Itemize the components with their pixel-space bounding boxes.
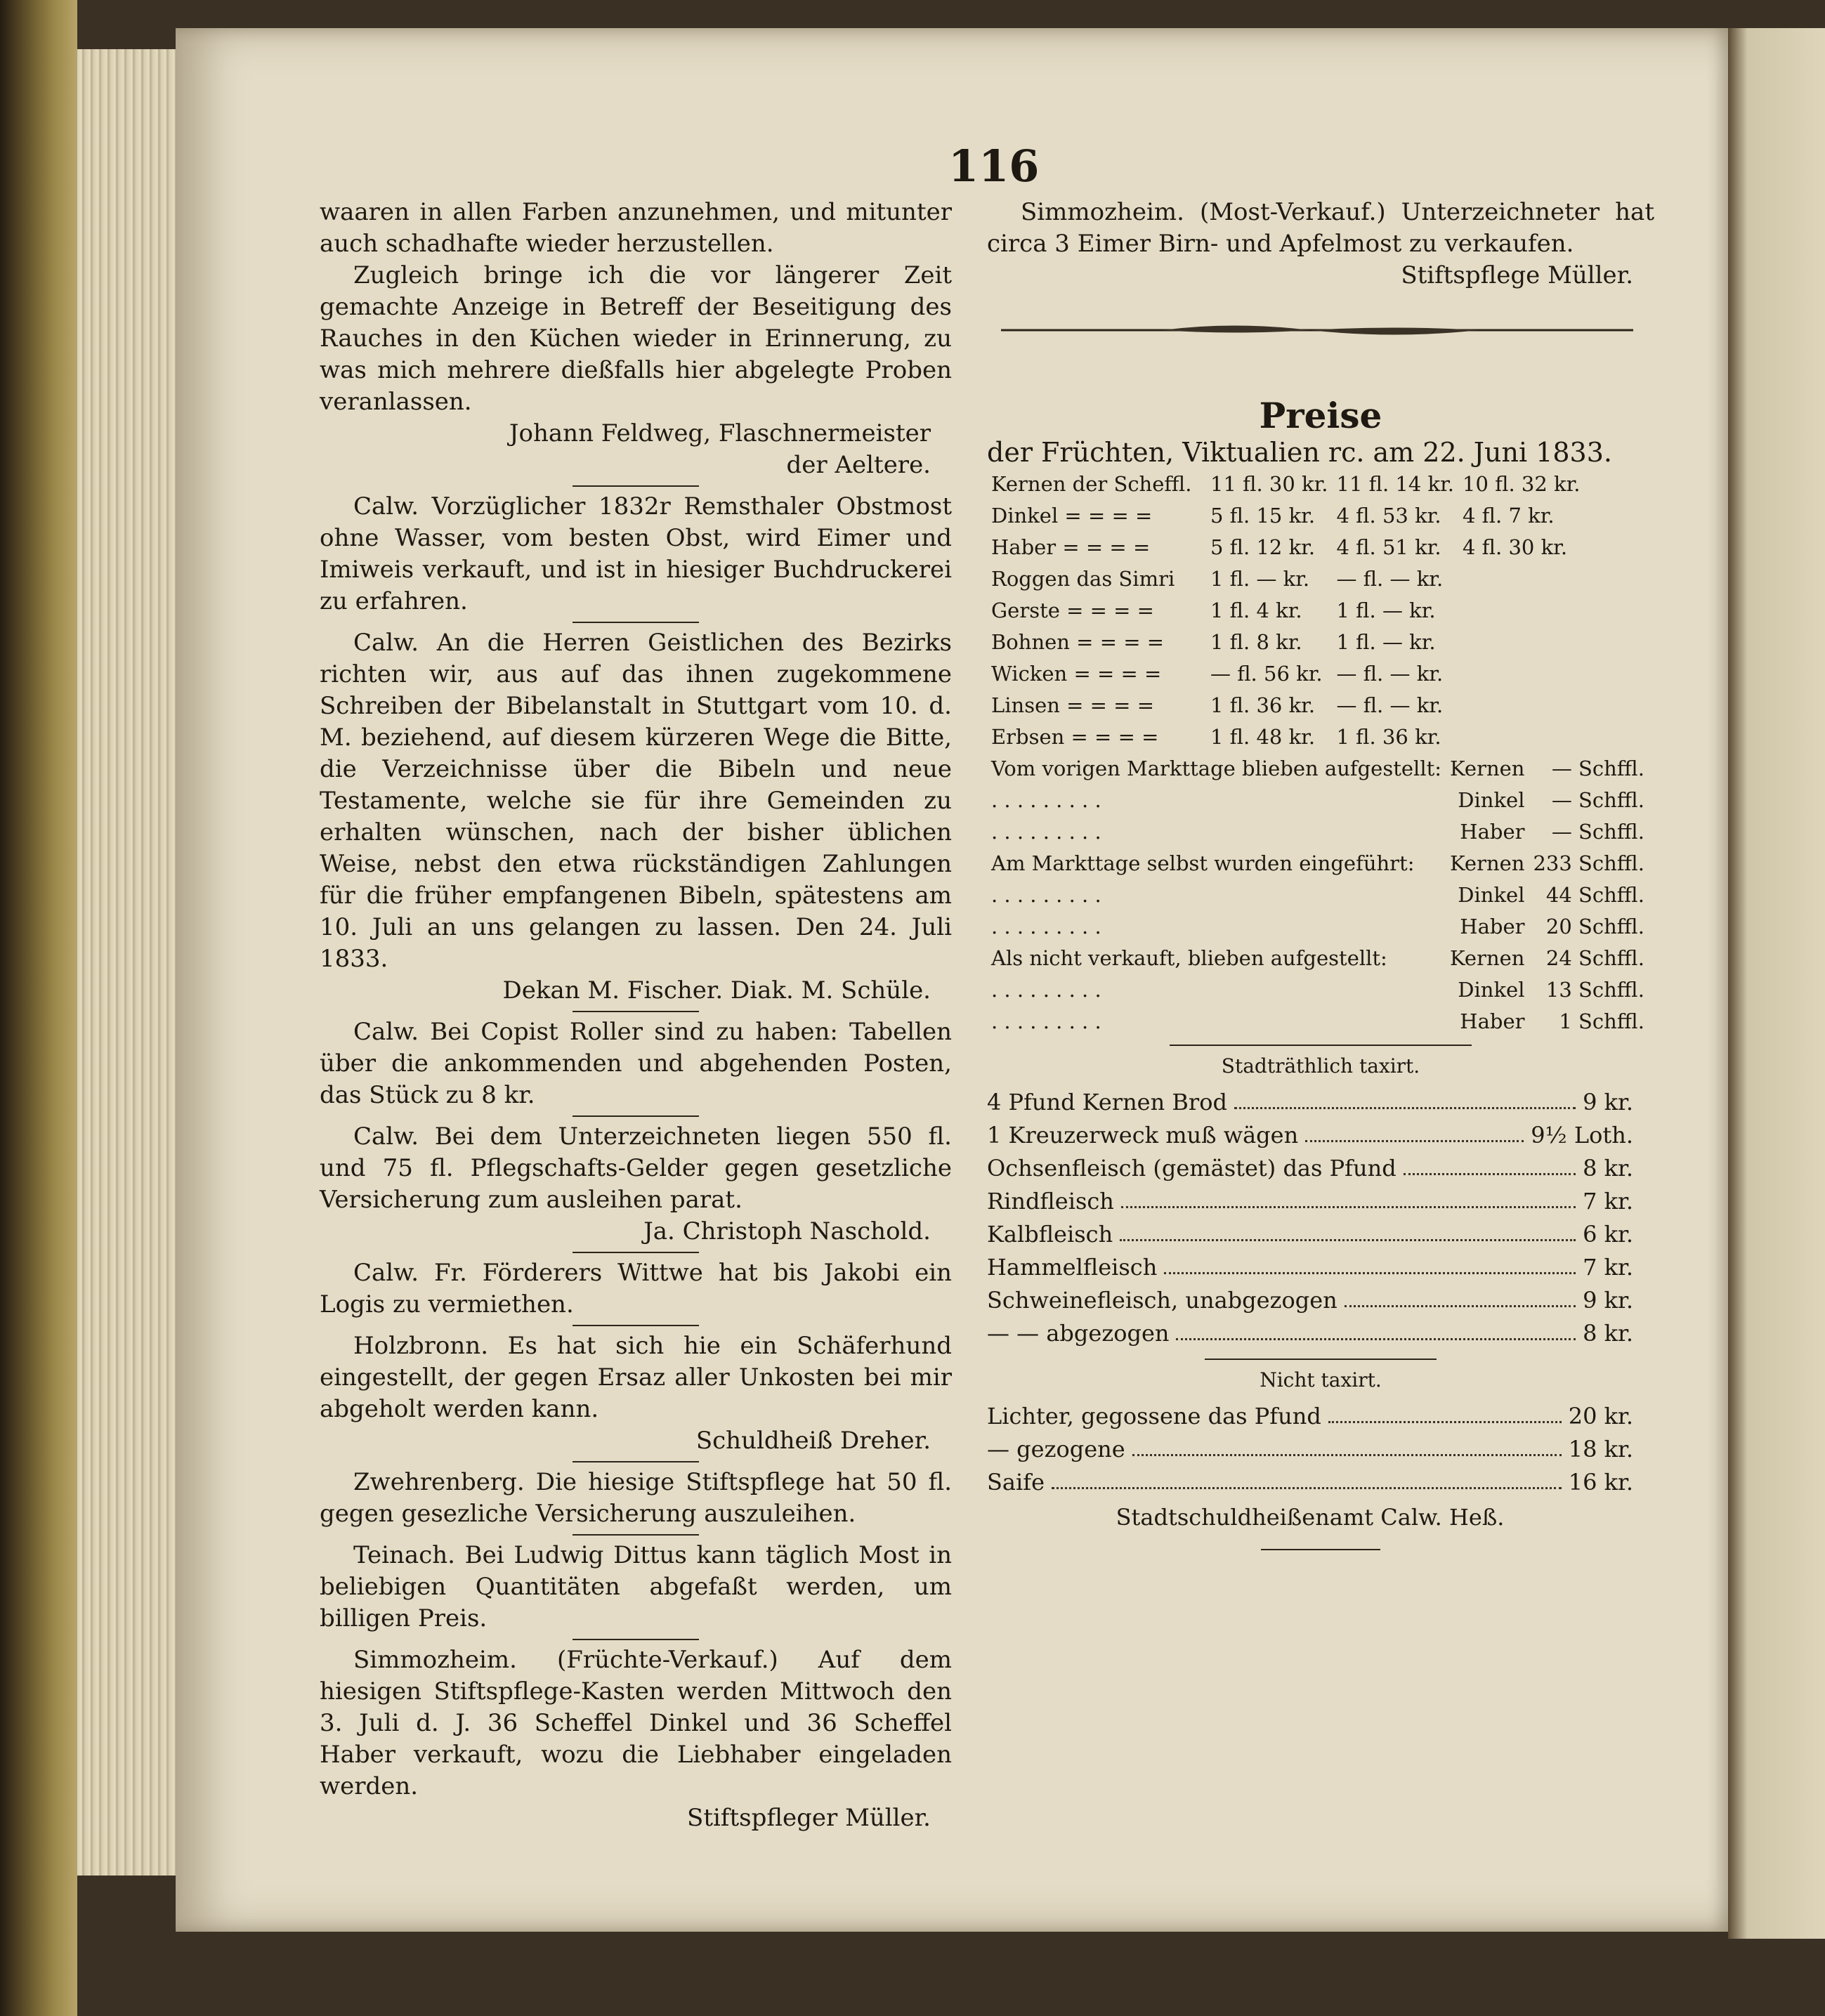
price-row	[987, 500, 1585, 532]
most-verkauf-notice: Simmozheim. (Most-Verkauf.) Unterzeichneter hat circa 3 Eimer Birn- und Apfelmost zu verkaufen.	[987, 198, 1654, 258]
leader-dots	[1345, 1284, 1576, 1307]
notice-paragraph: Zwehrenberg. Die hiesige Stiftspflege hat 50 fl. gegen gesezliche Versicherung auszuleihen.	[320, 1468, 952, 1528]
price-cell: — fl. — kr.	[1336, 662, 1444, 686]
price-cell	[1458, 627, 1585, 658]
notice-paragraph: Calw. An die Herren Geistlichen des Bezirks richten wir, aus auf das ihnen zugekommene Schreiben der Bibelanstalt in Stuttgart vom 10. d. M. beziehend, auf diesem kürzeren Wege die Bitte, die Verzeichnisse über die Bibeln und neue Testamente, welche sie für ihre Gemeinden zu erhalten wünschen, nach der bisher üblichen Weise, nebst den etwa rückständigen Zahlungen für die früher empfangenen Bibeln, spätestens am 10. Juli an uns gelangen zu lassen. Den 24. Juli 1833.	[320, 629, 952, 973]
divider-rule	[573, 485, 699, 487]
price-cell: 11 fl. 30 kr.	[1210, 472, 1328, 496]
notice-paragraph: Calw. Fr. Förderers Wittwe hat bis Jakobi ein Logis zu vermiethen.	[320, 1259, 952, 1318]
price-cell: 1 fl. 36 kr.	[1336, 725, 1441, 749]
commodity-name: Kernen der Scheffl.	[991, 472, 1192, 496]
taxed-item	[987, 1119, 1654, 1152]
prices-footer: Stadtschuldheißenamt Calw. Heß.	[1116, 1504, 1505, 1531]
stock-row	[987, 943, 1649, 974]
item-price: 9 kr.	[1583, 1287, 1633, 1314]
signature: Johann Feldweg, Flaschnermeister	[509, 419, 931, 447]
price-row	[987, 627, 1585, 658]
stock-label: Vom vorigen Markttage blieben aufgestellt:	[991, 757, 1442, 780]
stock-quantity: 13 Schffl.	[1545, 978, 1644, 1002]
item-price: 7 kr.	[1583, 1188, 1633, 1215]
grain-name: Dinkel	[1458, 978, 1525, 1002]
item-price: 18 kr.	[1568, 1436, 1633, 1462]
taxed-item	[987, 1218, 1654, 1251]
stock-label: . . . . . . . . .	[991, 788, 1101, 812]
divider-rule	[573, 1534, 699, 1536]
divider-rule	[573, 1639, 699, 1640]
divider-rule	[573, 1115, 699, 1117]
commodity-name: Linsen = = = =	[991, 693, 1154, 717]
item-price: 6 kr.	[1583, 1221, 1633, 1248]
stock-quantity: 24 Schffl.	[1545, 946, 1644, 970]
leader-dots	[1052, 1466, 1562, 1489]
untaxed-item	[987, 1400, 1654, 1433]
item-price: 9 kr.	[1583, 1089, 1633, 1115]
item-name: 4 Pfund Kernen Brod	[987, 1089, 1227, 1115]
price-row	[987, 658, 1585, 690]
stock-label: . . . . . . . . .	[991, 978, 1101, 1002]
price-cell: — fl. — kr.	[1336, 567, 1444, 591]
notice-paragraph: Simmozheim. (Früchte-Verkauf.) Auf dem hiesigen Stiftspflege-Kasten werden Mittwoch den 3. Juli d. J. 36 Scheffel Dinkel und 36 Scheffel Haber verkauft, wozu die Liebhaber eingeladen werden.	[320, 1646, 952, 1800]
price-row	[987, 595, 1585, 627]
price-cell: 4 fl. 7 kr.	[1463, 504, 1555, 528]
stock-quantity: 20 Schffl.	[1545, 915, 1644, 938]
divider-rule	[573, 1252, 699, 1253]
stock-label: Am Markttage selbst wurden eingeführt:	[991, 851, 1415, 875]
taxed-item	[987, 1152, 1654, 1185]
taxed-heading: Stadträthlich taxirt.	[1221, 1054, 1420, 1078]
commodity-name: Gerste = = = =	[991, 598, 1154, 622]
leader-dots	[1120, 1218, 1576, 1241]
stock-row	[987, 848, 1649, 879]
price-cell: 5 fl. 12 kr.	[1210, 535, 1316, 559]
leader-dots	[1132, 1433, 1562, 1456]
prices-title: Preise	[1259, 395, 1382, 436]
price-row	[987, 563, 1585, 595]
grain-name: Haber	[1460, 820, 1525, 844]
stock-label: . . . . . . . . .	[991, 1009, 1101, 1033]
commodity-name: Haber = = = =	[991, 535, 1151, 559]
stock-label: . . . . . . . . .	[991, 883, 1101, 907]
grain-name: Dinkel	[1458, 788, 1525, 812]
stock-row	[987, 911, 1649, 943]
leader-dots	[1176, 1317, 1576, 1340]
price-cell	[1458, 595, 1585, 627]
page-number: 116	[948, 140, 1040, 192]
item-name: Lichter, gegossene das Pfund	[987, 1403, 1321, 1429]
stock-label: . . . . . . . . .	[991, 820, 1101, 844]
untaxed-item	[987, 1433, 1654, 1466]
stock-label: . . . . . . . . .	[991, 915, 1101, 938]
signature: Schuldheiß Dreher.	[695, 1427, 931, 1455]
stock-quantity: 1 Schffl.	[1559, 1009, 1644, 1033]
item-name: Rindfleisch	[987, 1188, 1114, 1215]
price-cell: 5 fl. 15 kr.	[1210, 504, 1316, 528]
taxed-item	[987, 1185, 1654, 1218]
price-cell: — fl. — kr.	[1336, 693, 1444, 717]
price-row	[987, 469, 1585, 500]
notice-paragraph: Calw. Bei dem Unterzeichneten liegen 550 fl. und 75 fl. Pflegschafts-Gelder gegen gesetzliche Versicherung zum ausleihen parat.	[320, 1122, 952, 1214]
commodity-name: Dinkel = = = =	[991, 504, 1153, 528]
stock-quantity: — Schffl.	[1551, 757, 1644, 780]
price-cell	[1458, 721, 1585, 753]
price-cell: 1 fl. 36 kr.	[1210, 693, 1316, 717]
item-name: — gezogene	[987, 1436, 1125, 1462]
item-name: Schweinefleisch, unabgezogen	[987, 1287, 1337, 1314]
divider-rule	[573, 1011, 699, 1012]
right-column	[987, 197, 1654, 1554]
price-cell: 1 fl. — kr.	[1336, 630, 1436, 654]
price-cell	[1458, 690, 1585, 721]
signature: Ja. Christoph Naschold.	[643, 1217, 931, 1245]
price-cell: 4 fl. 30 kr.	[1463, 535, 1568, 559]
item-price: 7 kr.	[1583, 1254, 1633, 1281]
grain-name: Kernen	[1450, 851, 1525, 875]
leader-dots	[1404, 1152, 1576, 1175]
price-cell: 10 fl. 32 kr.	[1463, 472, 1581, 496]
commodity-name: Wicken = = = =	[991, 662, 1162, 686]
price-cell	[1458, 563, 1585, 595]
notice-paragraph: waaren in allen Farben anzunehmen, und mitunter auch schadhafte wieder herzustellen.	[320, 198, 952, 258]
price-table	[987, 469, 1585, 753]
prices-subtitle: der Früchten, Viktualien rc. am 22. Juni 1833.	[987, 437, 1612, 468]
signature: Dekan M. Fischer. Diak. M. Schüle.	[502, 976, 931, 1004]
book-spine	[0, 0, 77, 2016]
divider-rule	[573, 1325, 699, 1326]
price-cell: 1 fl. — kr.	[1336, 598, 1436, 622]
notice-paragraph: Holzbronn. Es hat sich hie ein Schäferhund eingestellt, der gegen Ersaz aller Unkosten bei mir abgeholt werden kann.	[320, 1332, 952, 1423]
price-row	[987, 721, 1585, 753]
notice-paragraph: Calw. Vorzüglicher 1832r Remsthaler Obstmost ohne Wasser, vom besten Obst, wird Eimer und Imiweis verkauft, und ist in hiesiger Buchdruckerei zu erfahren.	[320, 492, 952, 615]
grain-name: Dinkel	[1458, 883, 1525, 907]
price-cell: 1 fl. 8 kr.	[1210, 630, 1302, 654]
stock-row	[987, 879, 1649, 911]
price-row	[987, 690, 1585, 721]
stock-row	[987, 753, 1649, 785]
price-cell: 1 fl. — kr.	[1210, 567, 1310, 591]
taxed-item	[987, 1317, 1654, 1350]
item-name: Kalbfleisch	[987, 1221, 1113, 1248]
item-name: 1 Kreuzerweck muß wägen	[987, 1122, 1299, 1148]
stock-row	[987, 974, 1649, 1006]
item-name: Saife	[987, 1469, 1045, 1495]
taxed-item	[987, 1251, 1654, 1284]
stock-row	[987, 785, 1649, 816]
stock-quantity: 44 Schffl.	[1545, 883, 1644, 907]
divider-rule	[573, 1461, 699, 1462]
untaxed-item	[987, 1466, 1654, 1499]
price-cell: 4 fl. 53 kr.	[1336, 504, 1441, 528]
stock-quantity: — Schffl.	[1551, 820, 1644, 844]
item-price: 8 kr.	[1583, 1155, 1633, 1182]
price-cell	[1458, 658, 1585, 690]
stock-row	[987, 1006, 1649, 1038]
notice-paragraph: Teinach. Bei Ludwig Dittus kann täglich Most in beliebigen Quantitäten abgefaßt werden, um billigen Preis.	[320, 1541, 952, 1632]
facing-page-edge	[1728, 28, 1825, 1939]
leader-dots	[1305, 1119, 1524, 1142]
price-cell: 4 fl. 51 kr.	[1336, 535, 1441, 559]
stock-quantity: — Schffl.	[1551, 788, 1644, 812]
commodity-name: Bohnen = = = =	[991, 630, 1165, 654]
taxed-item	[987, 1284, 1654, 1317]
page-edges	[77, 49, 190, 1876]
divider-rule	[573, 622, 699, 623]
commodity-name: Roggen das Simri	[991, 567, 1175, 591]
taxed-item	[987, 1086, 1654, 1119]
left-column	[320, 197, 952, 1834]
grain-name: Kernen	[1450, 757, 1525, 780]
most-verkauf-signature: Stiftspflege Müller.	[1401, 261, 1633, 289]
price-cell: 11 fl. 14 kr.	[1336, 472, 1454, 496]
item-price: 20 kr.	[1568, 1403, 1633, 1429]
leader-dots	[1234, 1086, 1576, 1109]
item-price: 16 kr.	[1568, 1469, 1633, 1495]
leader-dots	[1121, 1185, 1576, 1208]
item-name: — — abgezogen	[987, 1320, 1170, 1347]
stock-label: Als nicht verkauft, blieben aufgestellt:	[991, 946, 1387, 970]
item-price: 9½ Loth.	[1531, 1122, 1633, 1148]
notice-paragraph: Calw. Bei Copist Roller sind zu haben: Tabellen über die ankommenden und abgehenden Posten, das Stück zu 8 kr.	[320, 1018, 952, 1109]
untaxed-list	[987, 1400, 1654, 1499]
signature: der Aeltere.	[786, 451, 931, 479]
grain-name: Haber	[1460, 1009, 1525, 1033]
item-price: 8 kr.	[1583, 1320, 1633, 1347]
price-cell: 1 fl. 4 kr.	[1210, 598, 1302, 622]
price-cell: — fl. 56 kr.	[1210, 662, 1323, 686]
stock-row	[987, 816, 1649, 848]
notice-paragraph: Zugleich bringe ich die vor längerer Zeit gemachte Anzeige in Betreff der Beseitigung des Rauches in den Küchen wieder in Erinnerung, zu was mich mehrere dießfalls hier abgelegte Proben veranlassen.	[320, 261, 952, 416]
price-cell: 1 fl. 48 kr.	[1210, 725, 1316, 749]
signature: Stiftspfleger Müller.	[687, 1804, 931, 1832]
grain-name: Haber	[1460, 915, 1525, 938]
stock-quantity: 233 Schffl.	[1533, 851, 1644, 875]
leader-dots	[1164, 1251, 1576, 1274]
item-name: Hammelfleisch	[987, 1254, 1158, 1281]
ornament-divider	[1001, 320, 1633, 341]
leader-dots	[1328, 1400, 1562, 1423]
price-row	[987, 532, 1585, 563]
stock-table	[987, 753, 1649, 1038]
untaxed-heading: Nicht taxirt.	[1260, 1368, 1382, 1392]
commodity-name: Erbsen = = = =	[991, 725, 1159, 749]
item-name: Ochsenfleisch (gemästet) das Pfund	[987, 1155, 1396, 1182]
taxed-list	[987, 1086, 1654, 1350]
grain-name: Kernen	[1450, 946, 1525, 970]
